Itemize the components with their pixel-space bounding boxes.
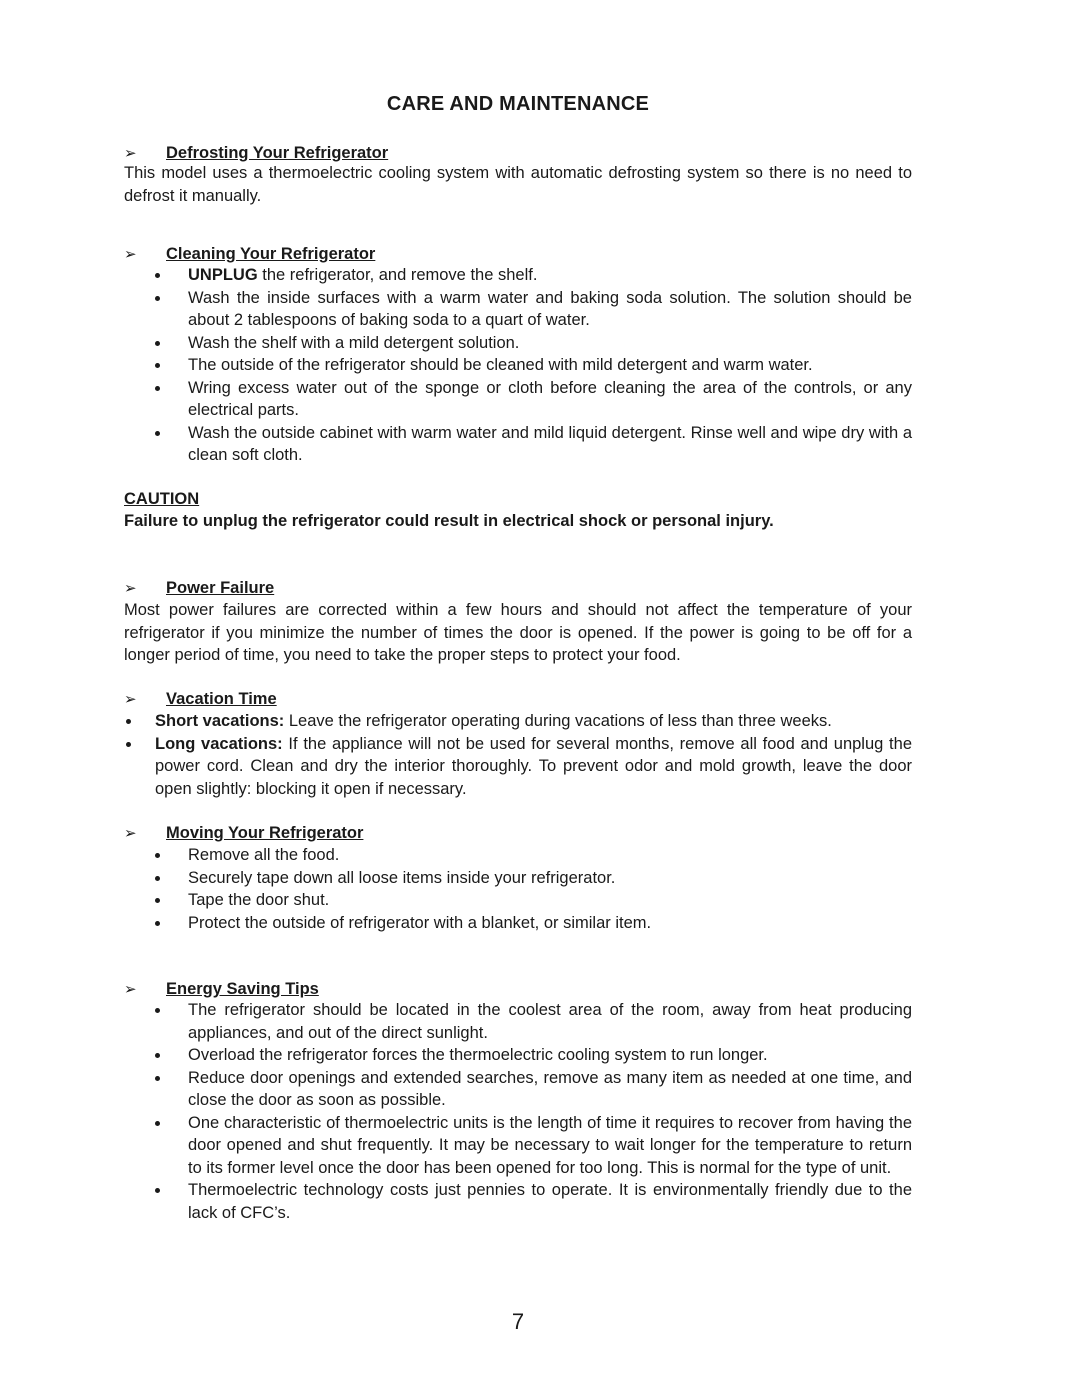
arrow-bullet-icon: ➢ (124, 145, 137, 162)
moving-heading: Moving Your Refrigerator (166, 824, 364, 842)
unplug-emphasis: UNPLUG (188, 266, 258, 284)
bullet-dot-icon (155, 898, 160, 903)
bullet-dot-icon (155, 1188, 160, 1193)
page-number: 7 (511, 1309, 525, 1334)
list-item-text: Reduce door openings and extended searches, remove as many item as needed at one time, and close the door as soon as possible. (188, 1068, 912, 1109)
section-heading-vacation (124, 688, 277, 710)
list-item (188, 354, 912, 377)
arrow-bullet-icon: ➢ (124, 246, 137, 263)
list-item (155, 733, 912, 801)
bullet-dot-icon (155, 1121, 160, 1126)
page-title: CARE AND MAINTENANCE (386, 93, 650, 115)
list-item (155, 710, 912, 733)
caution-label: CAUTION (124, 490, 200, 508)
bullet-dot-icon (126, 719, 131, 724)
bullet-dot-icon (155, 853, 160, 858)
list-item (188, 1112, 912, 1180)
energy-heading: Energy Saving Tips (166, 980, 319, 998)
list-item-text: the refrigerator, and remove the shelf. (257, 266, 538, 284)
bullet-dot-icon (155, 296, 160, 301)
bullet-dot-icon (155, 921, 160, 926)
arrow-bullet-icon: ➢ (124, 825, 137, 842)
section-heading-energy (124, 978, 319, 1000)
bullet-dot-icon (155, 363, 160, 368)
list-item (188, 912, 912, 935)
list-item-text: Tape the door shut. (188, 891, 330, 909)
section-heading-cleaning (124, 243, 375, 265)
list-item-text: One characteristic of thermoelectric units is the length of time it requires to recover from having the door opened and shut frequently. It may be necessary to wait longer for the temperature to return to its former level once the door has been opened for too long. This is normal for the type of unit. (188, 1113, 912, 1177)
list-item-text: Overload the refrigerator forces the thermoelectric cooling system to run longer. (188, 1046, 768, 1064)
section-heading-moving (124, 822, 363, 844)
list-item-text: Leave the refrigerator operating during vacations of less than three weeks. (284, 712, 832, 730)
list-item (188, 867, 912, 890)
list-item-text: Wash the inside surfaces with a warm water and baking soda solution. The solution should be about 2 tablespoons of baking soda to a quart of water. (188, 288, 912, 329)
list-item (188, 889, 912, 912)
bullet-dot-icon (155, 1076, 160, 1081)
moving-list (188, 844, 912, 934)
vacation-heading: Vacation Time (166, 690, 277, 708)
list-item (188, 332, 912, 355)
vacation-list (155, 710, 912, 800)
bullet-dot-icon (155, 386, 160, 391)
list-item-text: Protect the outside of refrigerator with a blanket, or similar item. (188, 913, 652, 932)
list-item (188, 844, 912, 867)
list-item (188, 1067, 912, 1112)
cleaning-heading: Cleaning Your Refrigerator (166, 245, 376, 263)
arrow-bullet-icon: ➢ (124, 981, 137, 998)
arrow-bullet-icon: ➢ (124, 691, 137, 708)
list-item (188, 999, 912, 1044)
list-item (188, 1044, 912, 1067)
bullet-dot-icon (155, 1008, 160, 1013)
list-item (188, 422, 912, 467)
bullet-dot-icon (155, 273, 160, 278)
section-heading-defrosting (124, 142, 388, 164)
section-heading-power (124, 577, 274, 599)
list-item (188, 1179, 912, 1224)
bullet-dot-icon (155, 341, 160, 346)
bullet-dot-icon (126, 742, 131, 747)
arrow-bullet-icon: ➢ (124, 580, 137, 597)
list-item (188, 264, 912, 287)
defrosting-heading: Defrosting Your Refrigerator (166, 144, 389, 162)
bullet-dot-icon (155, 431, 160, 436)
power-text: Most power failures are corrected within a few hours and should not affect the temperature of your refrigerator if you minimize the number of times the door is opened. If the power is going to be off for a longer period of time, you need to take the proper steps to protect your food. (124, 601, 912, 664)
long-vacation-label: Long vacations: (155, 734, 283, 753)
list-item (188, 287, 912, 332)
list-item-text: Remove all the food. (188, 846, 340, 864)
list-item (188, 377, 912, 422)
energy-list (188, 999, 912, 1224)
list-item-text: Wash the shelf with a mild detergent solution. (188, 333, 520, 352)
list-item-text: Thermoelectric technology costs just pennies to operate. It is environmentally friendly due to the lack of CFC’s. (188, 1181, 912, 1222)
list-item-text: Wash the outside cabinet with warm water and mild liquid detergent. Rinse well and wipe dry with a clean soft cloth. (188, 423, 912, 464)
defrosting-text: This model uses a thermoelectric cooling system with automatic defrosting system so there is no need to defrost it manually. (124, 164, 912, 205)
list-item-text: The outside of the refrigerator should be cleaned with mild detergent and warm water. (188, 356, 813, 374)
caution-text: Failure to unplug the refrigerator could result in electrical shock or personal injury. (124, 512, 774, 530)
list-item-text: The refrigerator should be located in the coolest area of the room, away from heat producing appliances, and out of the direct sunlight. (188, 1001, 912, 1042)
list-item-text: If the appliance will not be used for several months, remove all food and unplug the power cord. Clean and dry the interior thoroughly. To prevent odor and mold growth, leave the door open slightly: blocking it open if necessary. (155, 734, 912, 798)
list-item-text: Wring excess water out of the sponge or cloth before cleaning the area of the controls, or any electrical parts. (188, 378, 912, 419)
power-heading: Power Failure (166, 579, 275, 597)
cleaning-list (188, 264, 912, 467)
short-vacation-label: Short vacations: (155, 712, 285, 730)
bullet-dot-icon (155, 1053, 160, 1058)
bullet-dot-icon (155, 876, 160, 881)
list-item-text: Securely tape down all loose items inside your refrigerator. (188, 868, 616, 887)
